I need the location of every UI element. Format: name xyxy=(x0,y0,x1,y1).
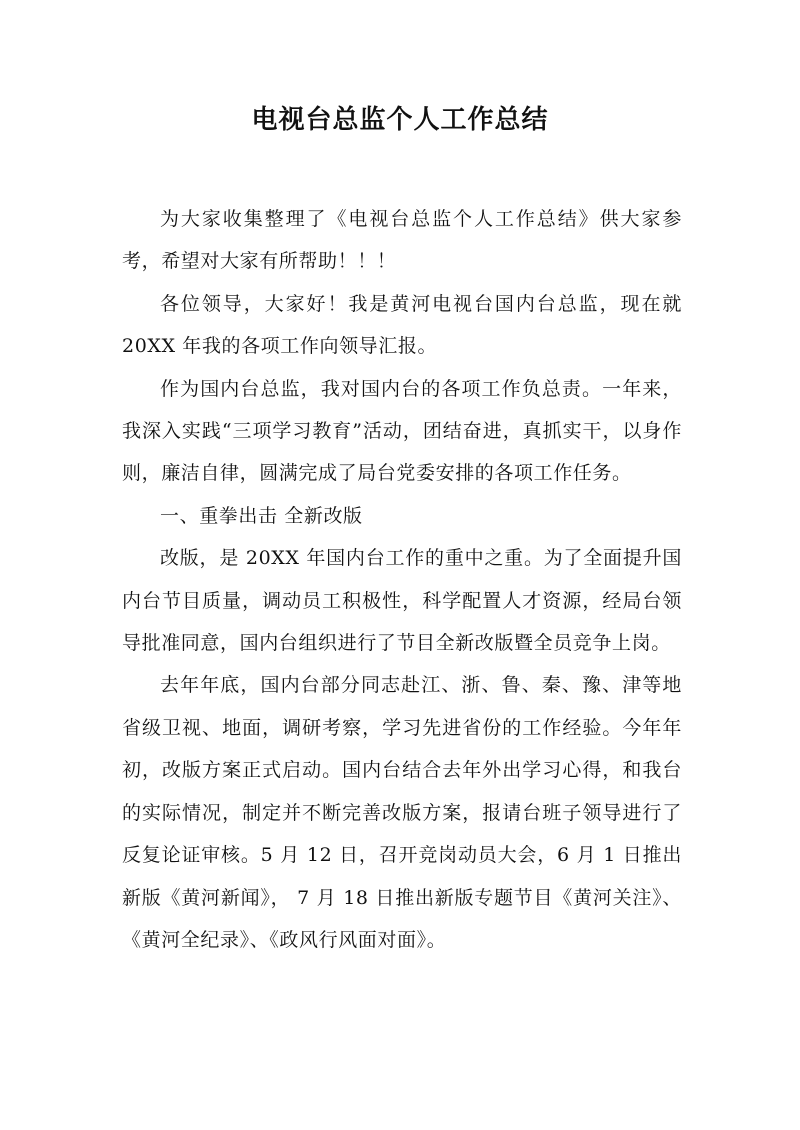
paragraph-greeting: 各位领导，大家好！我是黄河电视台国内台总监，现在就 20XX 年我的各项工作向领导汇报。 xyxy=(122,292,682,358)
paragraph-revamp: 改版，是 20XX 年国内台工作的重中之重。为了全面提升国内台节目质量，调动员工积极性，科学配置人才资源，经局台领导批准同意，国内台组织进行了节目全新改版暨全员竞争上岗。 xyxy=(122,547,682,655)
paragraph-intro: 为大家收集整理了《电视台总监个人工作总结》供大家参考，希望对大家有所帮助！！！ xyxy=(122,208,682,273)
section-heading-1: 一、重拳出击 全新改版 xyxy=(160,504,363,527)
paragraph-responsibility: 作为国内台总监，我对国内台的各项工作负总责。一年来，我深入实践“三项学习教育”活动，团结奋进，真抓实干，以身作则，廉洁自律，圆满完成了局台党委安排的各项工作任务。 xyxy=(122,377,682,485)
document-title: 电视台总监个人工作总结 xyxy=(251,105,549,135)
document-body xyxy=(122,198,682,961)
paragraph-research: 去年年底，国内台部分同志赴江、浙、鲁、秦、豫、津等地省级卫视、地面，调研考察，学习先进省份的工作经验。今年年初，改版方案正式启动。国内台结合去年外出学习心得，和我台的实际情况，制定并不断完善改版方案，报请台班子领导进行了反复论证审核。5 月 12 日，召开竞岗动员大会，6 月 1 日推出新版《黄河新闻》， 7 月 18 日推出新版专题节目《黄河关注》、《黄河全纪录》、《政风行风面对面》。 xyxy=(122,674,682,951)
